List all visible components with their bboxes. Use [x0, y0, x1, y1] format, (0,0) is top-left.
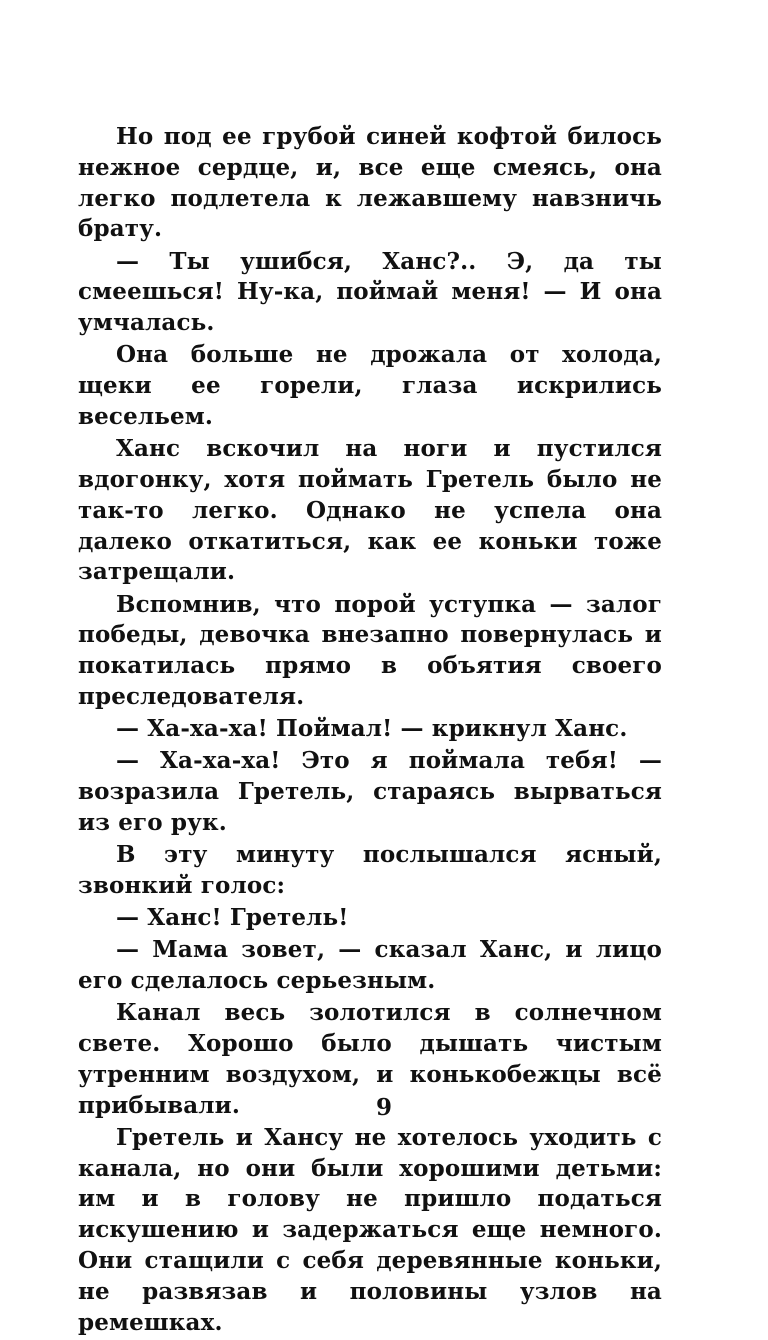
paragraph: Но под ее грубой синей кофтой билось нежное сердце, и, все еще смеясь, она легко подлетела к лежавшему навзничь брату.: [78, 123, 662, 243]
paragraph: В эту минуту послышался ясный, звонкий голос:: [78, 841, 662, 899]
paragraph: Ханс вскочил на ноги и пустился вдогонку, хотя поймать Гретель было не так-то легко. Однако не успела она далеко откатиться, как ее коньки тоже затрещали.: [78, 435, 662, 586]
paragraph: — Ты ушибся, Ханс?.. Э, да ты смеешься! Ну-ка, поймай меня! — И она умчалась.: [78, 247, 662, 337]
paragraph: Гретель и Хансу не хотелось уходить с канала, но они были хорошими детьми: им и в голову не пришло податься искушению и задержаться еще немного. Они стащили с себя деревянные коньки, не развязав и половины узлов на ремешках.: [78, 1123, 662, 1336]
page-number: 9: [375, 1094, 392, 1121]
paragraph: Она больше не дрожала от холода, щеки ее горели, глаза искрились весельем.: [78, 341, 662, 430]
paragraph: — Ханс! Гретель!: [116, 904, 349, 932]
paragraph: Вспомнив, что порой уступка — залог победы, девочка внезапно повернулась и покатилась прямо в объятия своего преследователя.: [78, 590, 662, 710]
body-text: [78, 122, 662, 1340]
paragraph: — Ха-ха-ха! Поймал! — крикнул Ханс.: [116, 715, 628, 743]
paragraph: — Ха-ха-ха! Это я поймала тебя! — возразила Гретель, стараясь вырваться из его рук.: [78, 747, 662, 836]
paragraph: — Мама зовет, — сказал Ханс, и лицо его сделалось серьезным.: [78, 936, 662, 995]
paragraph: Канал весь золотился в солнечном свете. Хорошо было дышать чистым утренним воздухом, и конькобежцы всё прибывали.: [78, 999, 662, 1119]
